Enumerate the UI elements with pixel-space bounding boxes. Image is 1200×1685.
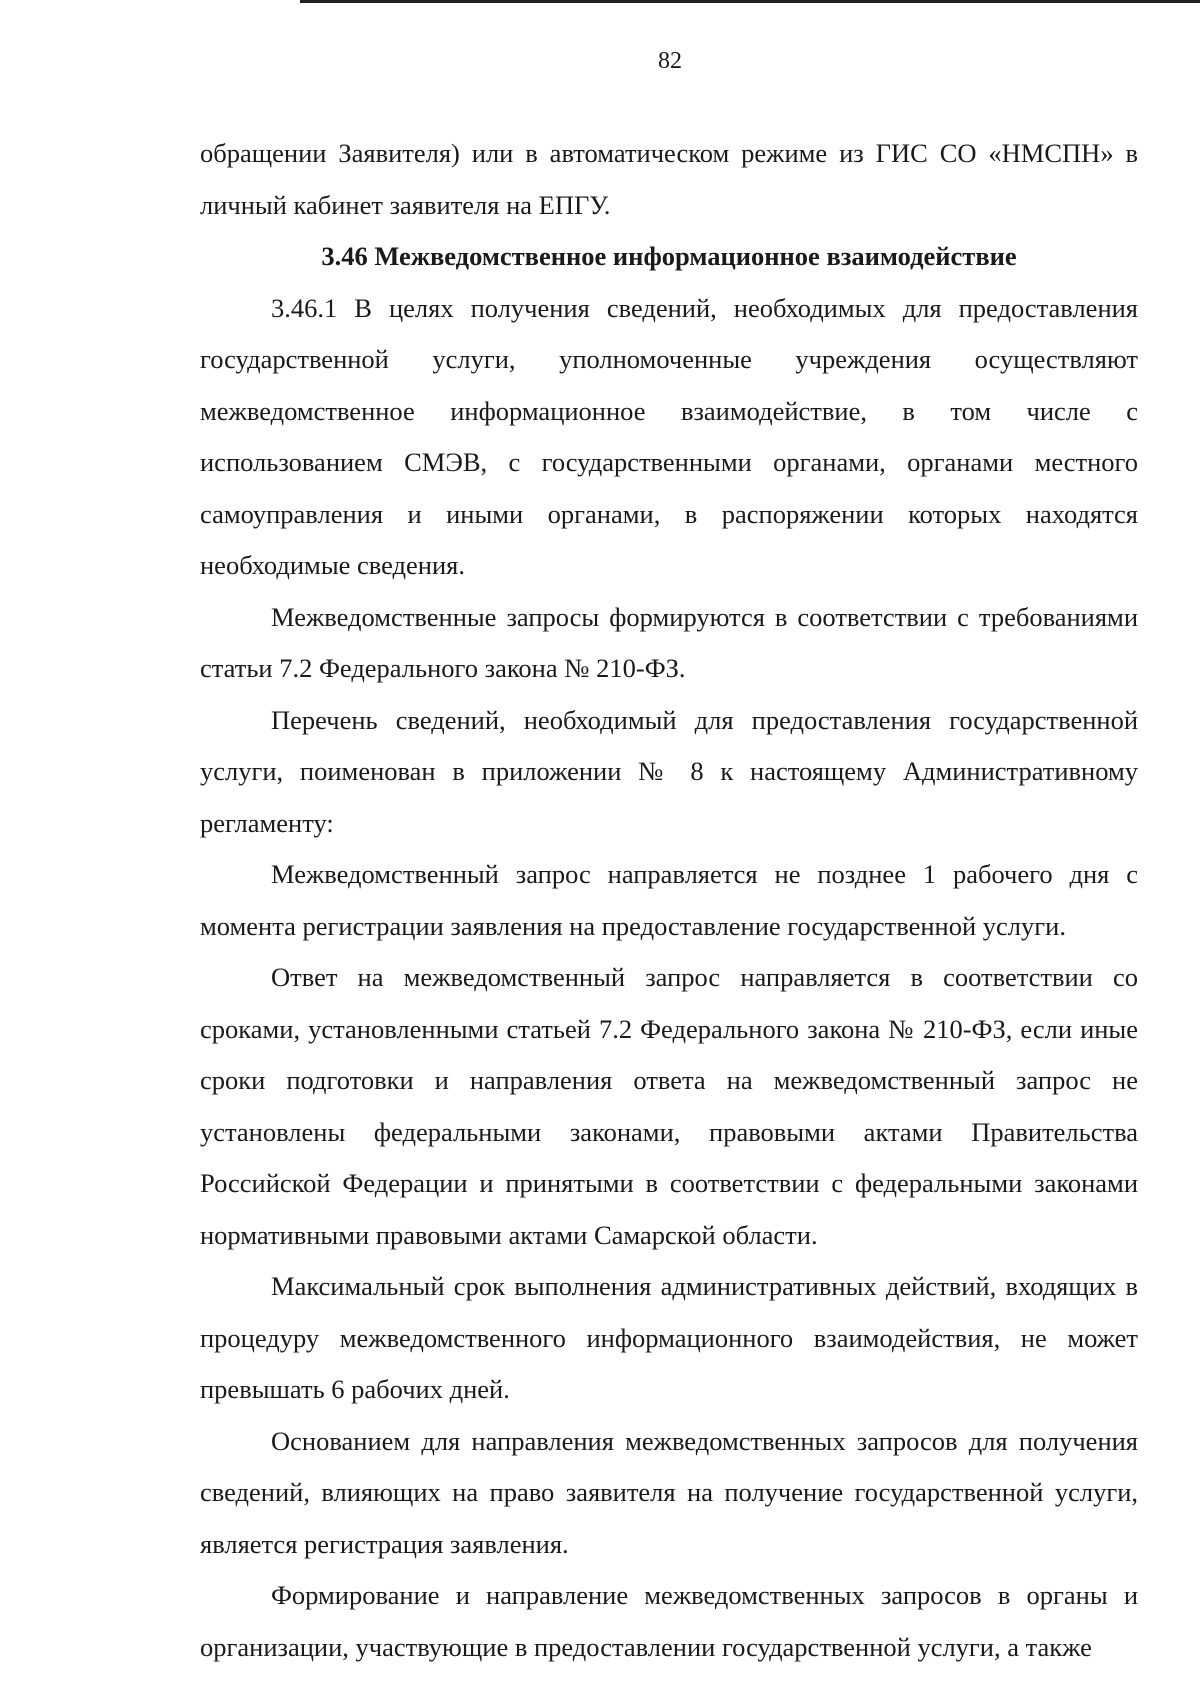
document-body <box>200 128 1138 1673</box>
paragraph-grounds: Основанием для направления межведомственных запросов для получения сведений, влияющих на право заявителя на получение государственной услуги, является регистрация заявления. <box>200 1425 1138 1559</box>
paragraph-response-terms: Ответ на межведомственный запрос направляется в соответствии со сроками, установленными статьей 7.2 Федерального закона № 210-ФЗ, если иные сроки подготовки и направления ответа на межведомственный запрос не установлены федеральными законами, правовыми актами Правительства Российской Федерации и принятыми в соответствии с федеральными законами нормативными правовыми актами Самарской области. <box>200 962 1138 1250</box>
intro-paragraph: обращении Заявителя) или в автоматическом режиме из ГИС СО «НМСПН» в личный кабинет заявителя на ЕПГУ. <box>200 138 1138 220</box>
paragraph-interagency-requests: Межведомственные запросы формируются в соответствии с требованиями статьи 7.2 Федерального закона № 210-ФЗ. <box>200 601 1138 683</box>
paragraph-request-deadline: Межведомственный запрос направляется не позднее 1 рабочего дня с момента регистрации заявления на предоставление государственной услуги. <box>200 859 1138 941</box>
page-number: 82 <box>658 48 682 74</box>
paragraph-information-list: Перечень сведений, необходимый для предоставления государственной услуги, поименован в приложении № 8 к настоящему Административному регламенту: <box>200 704 1138 838</box>
paragraph-max-duration: Максимальный срок выполнения административных действий, входящих в процедуру межведомственного информационного взаимодействия, не может превышать 6 рабочих дней. <box>200 1271 1138 1404</box>
top-scan-border <box>300 0 1200 3</box>
section-heading: 3.46 Межведомственное информационное взаимодействие <box>321 241 1017 271</box>
paragraph-formation: Формирование и направление межведомственных запросов в органы и организации, участвующие в предоставлении государственной услуги, а также <box>200 1580 1138 1662</box>
paragraph-3-46-1: 3.46.1 В целях получения сведений, необходимых для предоставления государственной услуги, уполномоченные учреждения осуществляют межведомственное информационное взаимодействие, в том числе с использованием СМЭВ, с государственными органами, органами местного самоуправления и иными органами, в распоряжении которых находятся необходимые сведения. <box>200 292 1138 580</box>
